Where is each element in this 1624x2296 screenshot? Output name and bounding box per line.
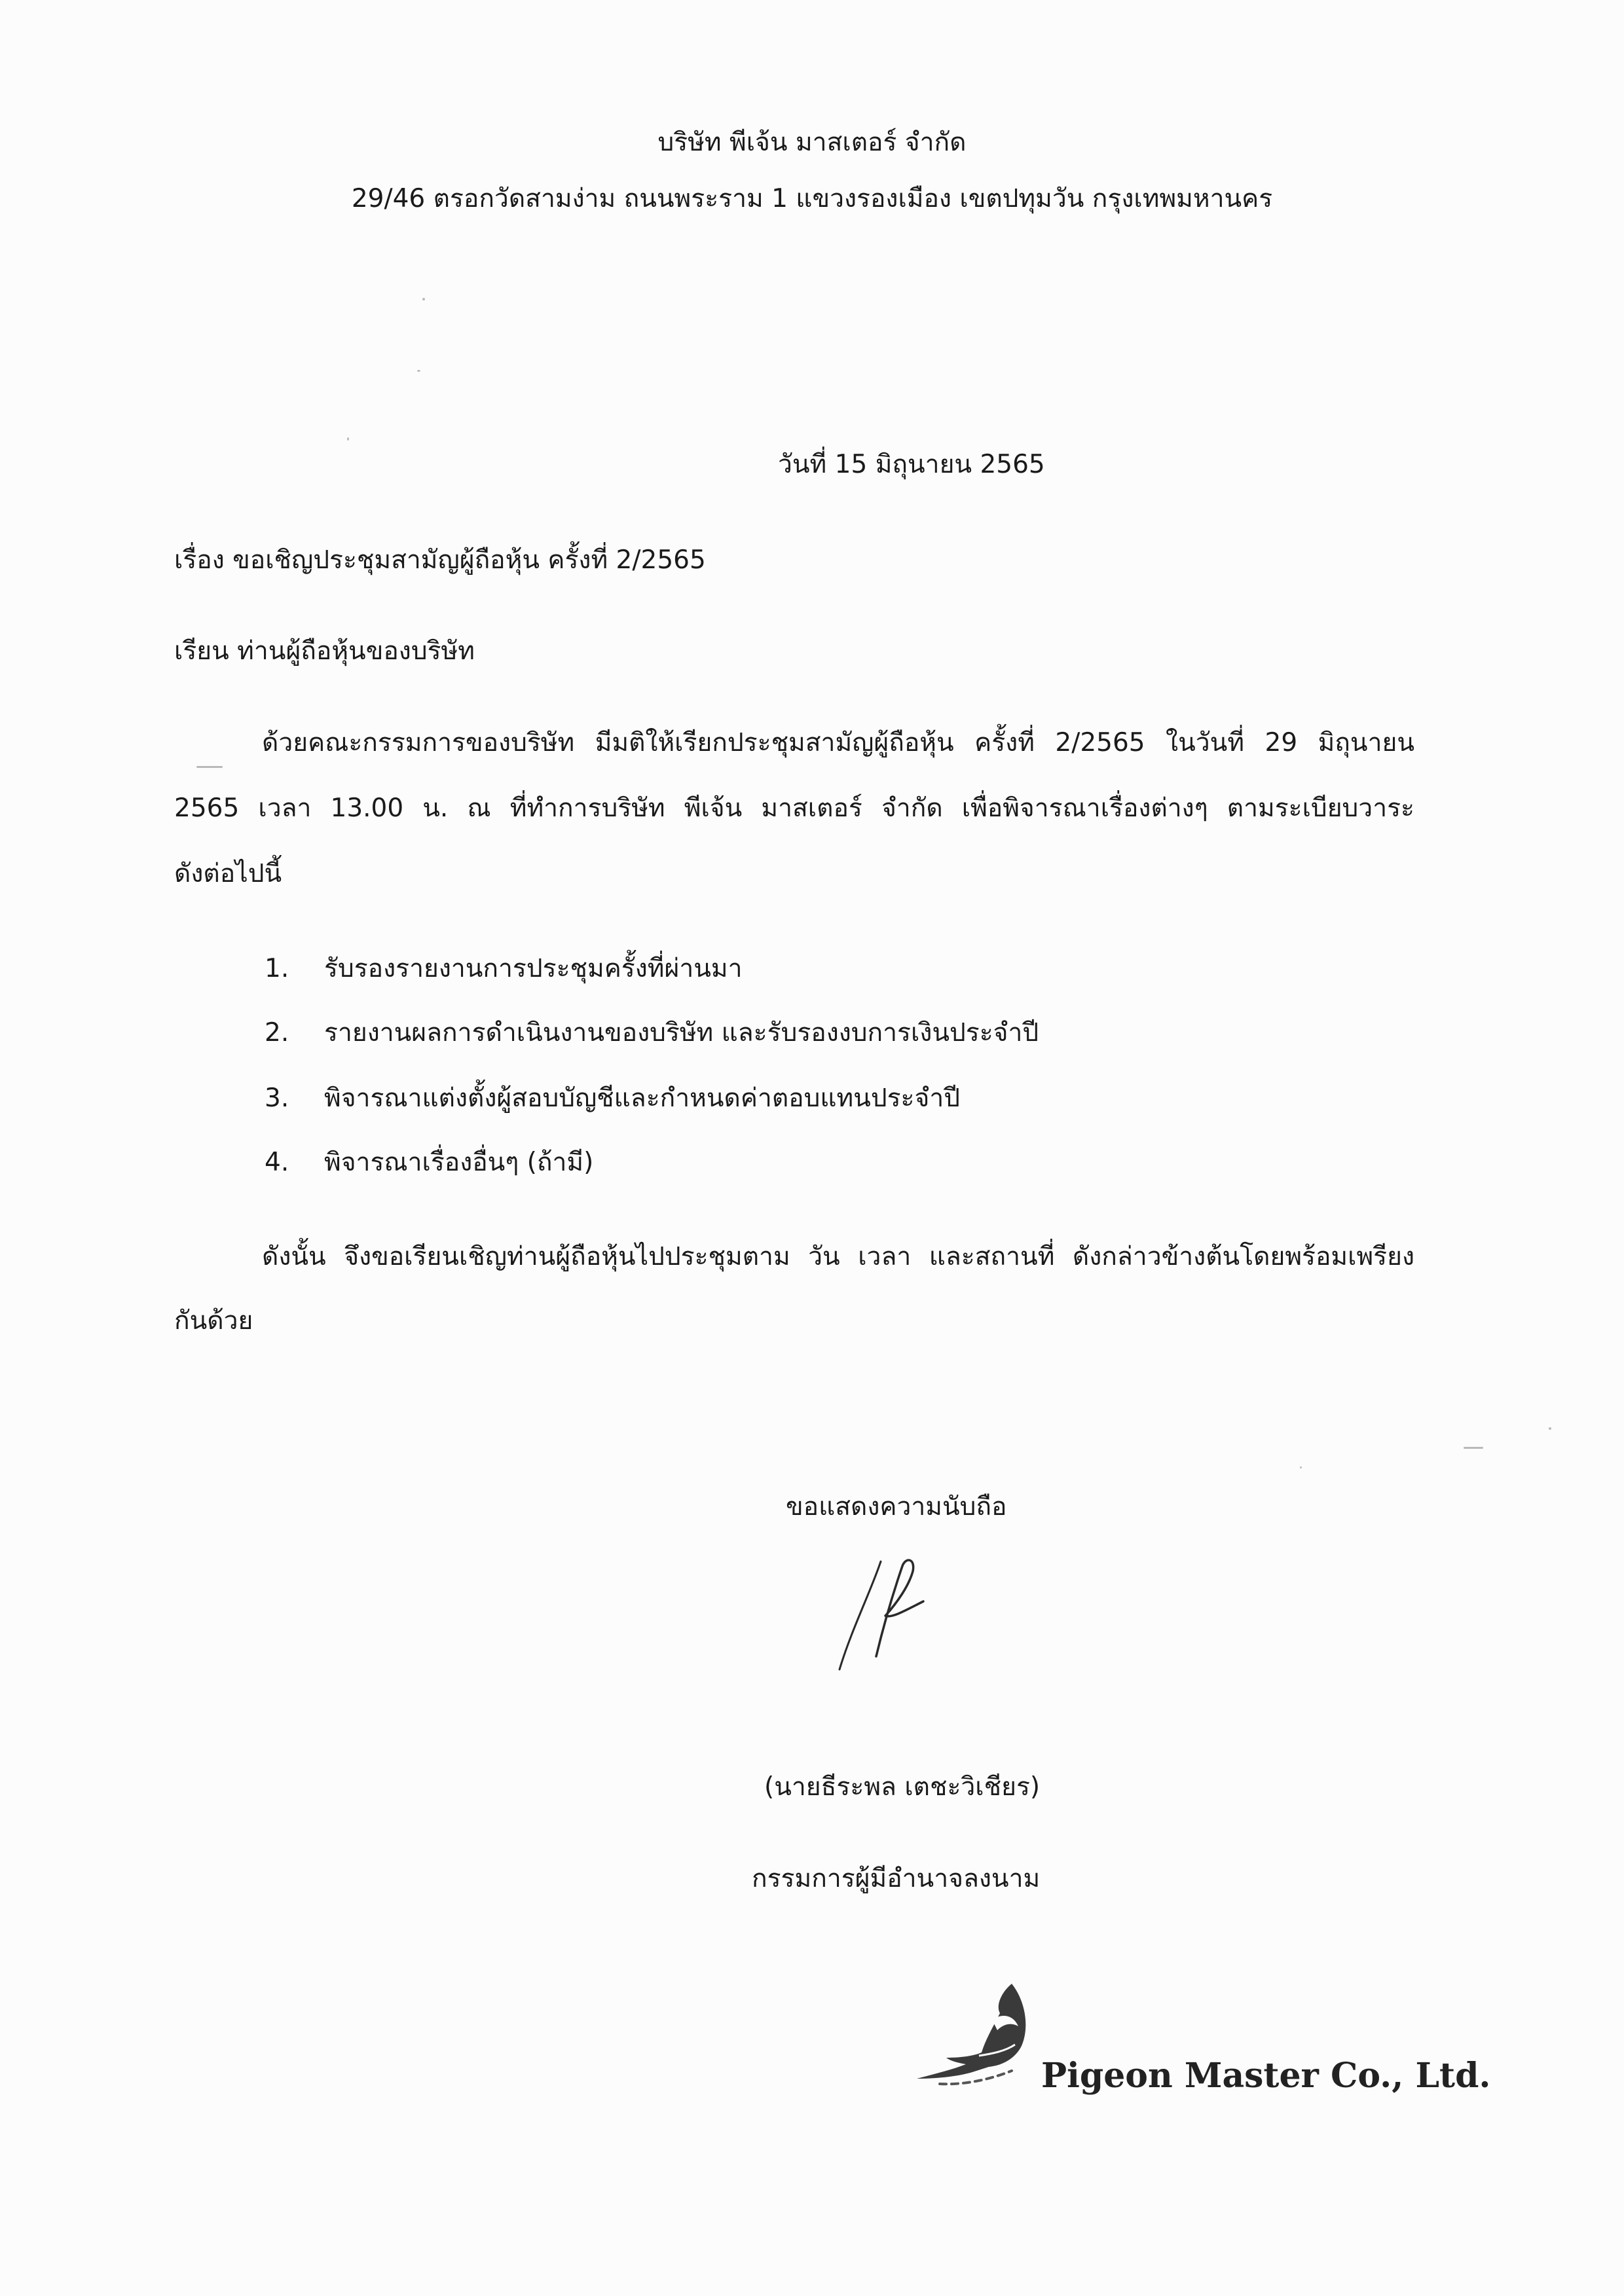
scan-speck	[417, 370, 420, 372]
scan-speck	[347, 437, 349, 441]
company-name: บริษัท พีเจ้น มาสเตอร์ จำกัด	[657, 128, 967, 157]
agenda-number: 1.	[265, 954, 289, 983]
body-paragraph-line: ด้วยคณะกรรมการของบริษัท มีมติให้เรียกประชุมสามัญผู้ถือหุ้น ครั้งที่ 2/2565 ในวันที่ 29 มิถุนายน	[262, 728, 1414, 757]
agenda-text: รับรองรายงานการประชุมครั้งที่ผ่านมา	[324, 954, 743, 983]
agenda-number: 3.	[265, 1084, 289, 1113]
scan-speck	[1300, 1467, 1302, 1468]
company-logo-text: Pigeon Master Co., Ltd.	[1041, 2056, 1491, 2096]
body-paragraph-line: ดังต่อไปนี้	[174, 859, 282, 888]
company-address: 29/46 ตรอกวัดสามง่าม ถนนพระราม 1 แขวงรองเมือง เขตปทุมวัน กรุงเทพมหานคร	[351, 184, 1273, 213]
scan-speck	[196, 766, 223, 768]
signature	[832, 1545, 963, 1676]
closing-paragraph-line: กันด้วย	[174, 1306, 253, 1336]
letter-salutation: เรียน ท่านผู้ถือหุ้นของบริษัท	[174, 636, 475, 666]
closing-paragraph-line: ดังนั้น จึงขอเรียนเชิญท่านผู้ถือหุ้นไปประชุมตาม วัน เวลา และสถานที่ ดังกล่าวข้างต้นโดยพร้อมเพรียง	[262, 1242, 1414, 1271]
agenda-text: พิจารณาแต่งตั้งผู้สอบบัญชีและกำหนดค่าตอบแทนประจำปี	[324, 1084, 961, 1113]
body-paragraph-line: 2565 เวลา 13.00 น. ณ ที่ทำการบริษัท พีเจ้น มาสเตอร์ จำกัด เพื่อพิจารณาเรื่องต่างๆ ตามระเบียบวาระ	[174, 793, 1414, 823]
sign-off: ขอแสดงความนับถือ	[786, 1492, 1007, 1522]
agenda-number: 4.	[265, 1148, 289, 1177]
scan-speck	[422, 298, 425, 301]
agenda-text: รายงานผลการดำเนินงานของบริษัท และรับรองงบการเงินประจำปี	[324, 1018, 1039, 1048]
letter-date: วันที่ 15 มิถุนายน 2565	[778, 450, 1045, 479]
scan-speck	[1549, 1427, 1551, 1430]
letter-subject: เรื่อง ขอเชิญประชุมสามัญผู้ถือหุ้น ครั้งที่ 2/2565	[174, 545, 706, 575]
agenda-text: พิจารณาเรื่องอื่นๆ (ถ้ามี)	[324, 1148, 594, 1177]
signer-name: (นายธีระพล เตชะวิเชียร)	[764, 1772, 1041, 1802]
scan-speck	[1464, 1447, 1483, 1449]
signer-title: กรรมการผู้มีอำนาจลงนาม	[752, 1864, 1041, 1893]
pigeon-icon	[913, 1980, 1044, 2098]
agenda-number: 2.	[265, 1018, 289, 1048]
